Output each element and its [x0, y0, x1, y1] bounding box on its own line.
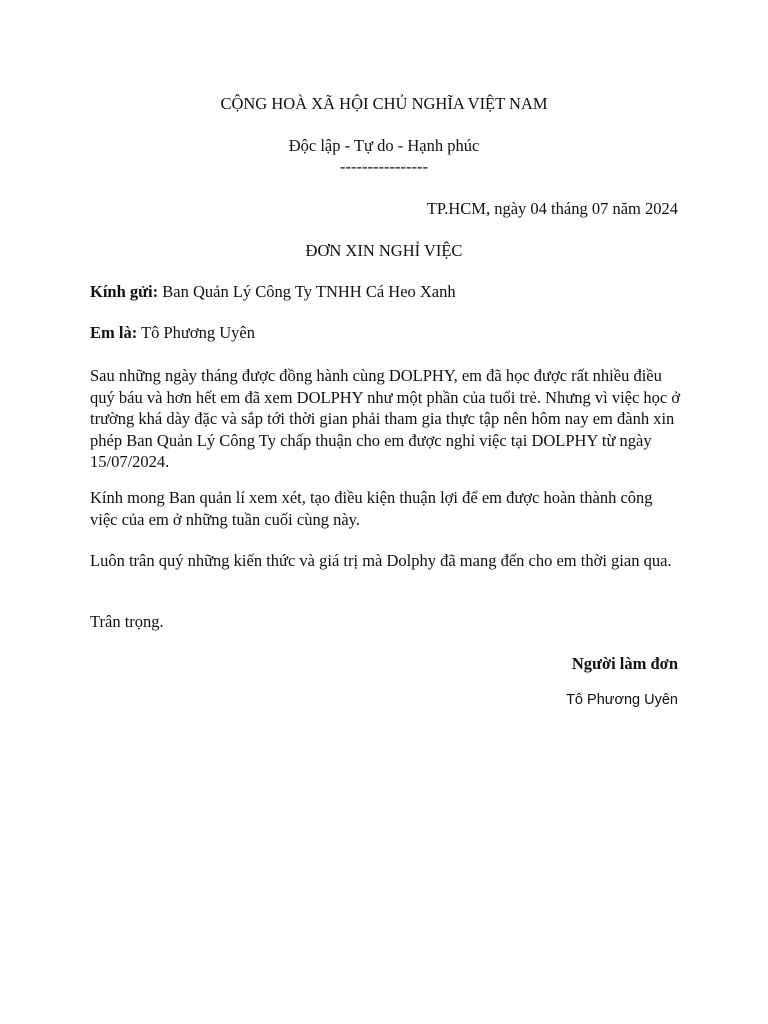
recipient-line [90, 282, 456, 302]
motto: Độc lập - Tự do - Hạnh phúc [288, 136, 480, 155]
signature-name: Tô Phương Uyên [566, 692, 678, 708]
recipient-label: Kính gửi: [90, 282, 159, 301]
body-paragraph-1: Sau những ngày tháng được đồng hành cùng DOLPHY, em đã học được rất nhiều điều quý báu và hơn hết em đã xem DOLPHY như một phần của tuổi trẻ. Nhưng vì việc học ở trường khá dày đặc và sắp tới thời gian phải tham gia thực tập nên hôm nay em đành xin phép Ban Quản Lý Công Ty chấp thuận cho em được nghỉ việc tại DOLPHY từ ngày 15/07/2024. [90, 366, 681, 471]
sender-label: Em là: [90, 323, 138, 342]
signature-label: Người làm đơn [571, 654, 678, 673]
recipient-value: Ban Quản Lý Công Ty TNHH Cá Heo Xanh [158, 282, 456, 301]
document-title: ĐƠN XIN NGHỈ VIỆC [305, 241, 463, 260]
sender-value: Tô Phương Uyên [137, 323, 255, 342]
sender-line [90, 323, 255, 343]
closing-line: Trân trọng. [90, 612, 164, 631]
header-divider: ---------------- [340, 157, 428, 176]
date-line: TP.HCM, ngày 04 tháng 07 năm 2024 [426, 199, 678, 218]
body-paragraph-2: Kính mong Ban quản lí xem xét, tạo điều kiện thuận lợi để em được hoàn thành công việc của em ở những tuần cuối cùng này. [90, 488, 653, 529]
nation-heading: CỘNG HOÀ XÃ HỘI CHỦ NGHĨA VIỆT NAM [220, 94, 548, 113]
body-paragraph-3: Luôn trân quý những kiến thức và giá trị mà Dolphy đã mang đến cho em thời gian qua. [90, 551, 672, 570]
